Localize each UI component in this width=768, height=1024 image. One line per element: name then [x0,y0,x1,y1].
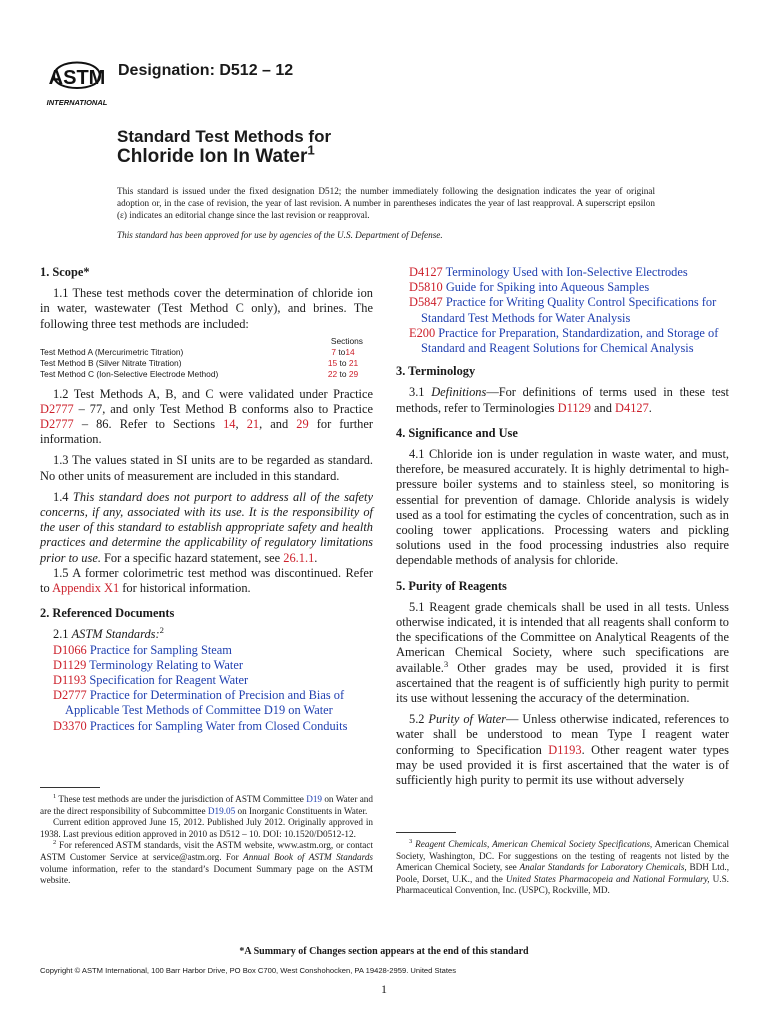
section-link[interactable]: 14 [223,417,236,432]
title-line-2: Chloride Ion In Water [117,146,308,167]
reference-item[interactable]: E200 Practice for Preparation, Standardization, and Storage of Standard and Reagent Solutions for Chemical Analysis [409,325,719,356]
footnote-1-edition: Current edition approved June 15, 2012. Published July 2012. Originally approved in 1938. Last previous edition approved in 2010 as D512 – 10. DOI: 10.1520/D0512-12. [40,817,373,839]
reference-item[interactable]: D1129 Terminology Relating to Water [53,657,243,672]
ref-link-d1129[interactable]: D1129 [557,400,591,415]
footnote-rule [396,832,456,833]
section-link[interactable]: 21 [348,358,359,369]
method-row: Test Method A (Mercurimetric Titration) 7 to14 [40,347,355,358]
terminology-para: 3.1 Definitions—For definitions of terms used in these test methods, refer to Terminologies D1129 and D4127. [396,385,729,415]
section-link[interactable]: 14 [345,347,355,358]
footnotes-right [396,832,729,897]
ref-link-d2777[interactable]: D2777 [40,417,74,432]
section-link[interactable]: 26.1.1 [283,550,315,565]
ref-link-d1193[interactable]: D1193 [548,742,582,757]
section-link[interactable]: 7 [331,347,336,358]
method-row: Test Method B (Silver Nitrate Titration) 15 to 21 [40,358,359,369]
reference-item[interactable]: D3370 Practices for Sampling Water from Closed Conduits [53,718,348,733]
scope-para-1-2: 1.2 Test Methods A, B, and C were validated under Practice D2777 – 77, and only Test Method B conforms also to Practice D2777 – 86. Refer to Sections 14, 21, and 29 for further information. [40,386,373,447]
astm-logo [44,48,110,108]
reference-item[interactable]: D1193 Specification for Reagent Water [53,673,249,688]
method-row: Test Method C (Ion-Selective Electrode Method) 22 to 29 [40,369,359,380]
section-link[interactable]: 15 [327,358,338,369]
subcommittee-link[interactable]: D19.05 [207,805,236,816]
ref-link-d4127[interactable]: D4127 [615,400,649,415]
scope-para-1-4: 1.4 This standard does not purport to address all of the safety concerns, if any, associated with its use. It is the responsibility of the user of this standard to establish appropriate safety and health practices and determine the applicability of regulatory limitations prior to use. For a specific hazard statement, see 26.1.1. [40,489,373,565]
astm-standards-label: 2.1 ASTM Standards:$^2$ [53,625,164,642]
scope-para-1-3: 1.3 The values stated in SI units are to be regarded as standard. No other units of measurement are included in this standard. [40,453,373,483]
title-footnote-mark: 1 [307,142,315,158]
footnotes-left [40,787,373,887]
reference-item[interactable]: D1066 Practice for Sampling Steam [53,642,232,657]
purity-heading: 5. Purity of Reagents [396,578,507,593]
svg-text:INTERNATIONAL: INTERNATIONAL [46,98,108,107]
appendix-link[interactable]: Appendix X1 [52,581,120,596]
copyright-line: Copyright © ASTM International, 100 Barr Harbor Drive, PO Box C700, West Conshohocken, PA 19428-2959. United States [40,966,457,975]
scope-para-1-1: 1.1 These test methods cover the determination of chloride ion in water, wastewater (Test Method C only), and brines. The following three test methods are included: [40,286,373,331]
left-column [40,265,373,734]
reference-item[interactable]: D4127 Terminology Used with Ion-Selective Electrodes [409,265,688,279]
reference-item[interactable]: D2777 Practice for Determination of Precision and Bias of Applicable Test Methods of Committee D19 on Water [53,688,345,718]
section-link[interactable]: 21 [246,417,260,432]
footnote-1: $^1$ These test methods are under the jurisdiction of ASTM Committee D19 on Water and are the direct responsibility of Subcommittee D19.05 on Inorganic Constituents in Water. [40,792,373,816]
purity-para-5-1: 5.1 Reagent grade chemicals shall be used in all tests. Unless otherwise indicated, it is intended that all reagents shall conform to the specifications of the Committee on Analytical Reagents of the American Chemical Society, where such specifications are available.$^3$ Other grades may be used, provided it is first ascertained that the reagent is of sufficiently high purity to permit its use without lessening the accuracy of the determination. [396,599,729,706]
right-column [396,265,729,788]
reference-list-left [40,643,373,734]
terminology-heading: 3. Terminology [396,364,476,379]
title-line-1: Standard Test Methods for [117,127,332,146]
footnote-3: $^3$ Reagent Chemicals, American Chemical Society Specifications, American Chemical Society, Washington, DC. For suggestions on the testing of reagents not listed by the American Chemical Society, see Analar Standards for Laboratory Chemicals, BDH Ltd., Poole, Dorset, U.K., and the United States Pharmacopeia and National Formulary, U.S. Pharmaceutical Convention, Inc. (USPC), Rockville, MD. [396,837,730,896]
footnote-2: $^2$ For referenced ASTM standards, visit the ASTM website, www.astm.org, or contact ASTM Customer Service at service@astm.org. For Annual Book of ASTM Standards volume information, refer to the standard’s Document Summary page on the ASTM website. [40,839,373,886]
reference-item[interactable]: D5810 Guide for Spiking into Aqueous Samples [409,280,650,295]
designation: Designation: D512 – 12 [118,62,294,79]
section-link[interactable]: 29 [296,417,309,432]
summary-note: *A Summary of Changes section appears at the end of this standard [239,946,529,957]
page-number: 1 [381,982,387,996]
sections-header: Sections [330,335,363,346]
section-link[interactable]: 22 [327,369,338,380]
scope-para-1-5: 1.5 A former colorimetric test method was discontinued. Refer to Appendix X1 for historical information. [40,565,373,596]
significance-heading: 4. Significance and Use [396,425,518,440]
significance-para: 4.1 Chloride ion is under regulation in waste water, and must, therefore, be measured accurately. It is highly detrimental to high-pressure boiler systems and to stainless steel, so monitoring is essential for prevention of damage. Chloride analysis is widely used as a tool for estimating the cycles of concentration, such as in cooling tower applications. Processing waters and pickling solutions used in the food processing industries also require dependable methods of analysis for chloride. [396,447,729,568]
reference-list-right [396,265,729,356]
purity-para-5-2: 5.2 Purity of Water— Unless otherwise indicated, references to water shall be understood to mean Type I reagent water conforming to Specification D1193. Other reagent water types may be used provided it is first ascertained that the water is of sufficiently high purity to permit its use without adversely [396,712,729,788]
intro-paragraph: This standard is issued under the fixed designation D512; the number immediately following the designation indicates the year of original adoption or, in the case of revision, the year of last revision. A number in parentheses indicates the year of last reapproval. A superscript epsilon (ε) indicates an editorial change since the last revision or reapproval. [117,186,655,221]
approval-note: This standard has been approved for use by agencies of the U.S. Department of Defense. [117,230,443,240]
committee-link[interactable]: D19 [306,794,323,804]
scope-heading: 1. Scope* [40,265,90,279]
svg-text:ASTM: ASTM [48,67,106,89]
reference-item[interactable]: D5847 Practice for Writing Quality Control Specifications for Standard Test Methods for Water Analysis [409,295,717,325]
methods-table [40,336,373,381]
page-title [117,127,331,167]
refdocs-heading: 2. Referenced Documents [40,606,175,621]
ref-link-d2777[interactable]: D2777 [40,401,74,416]
footnote-rule [40,787,100,788]
section-link[interactable]: 29 [348,369,359,380]
